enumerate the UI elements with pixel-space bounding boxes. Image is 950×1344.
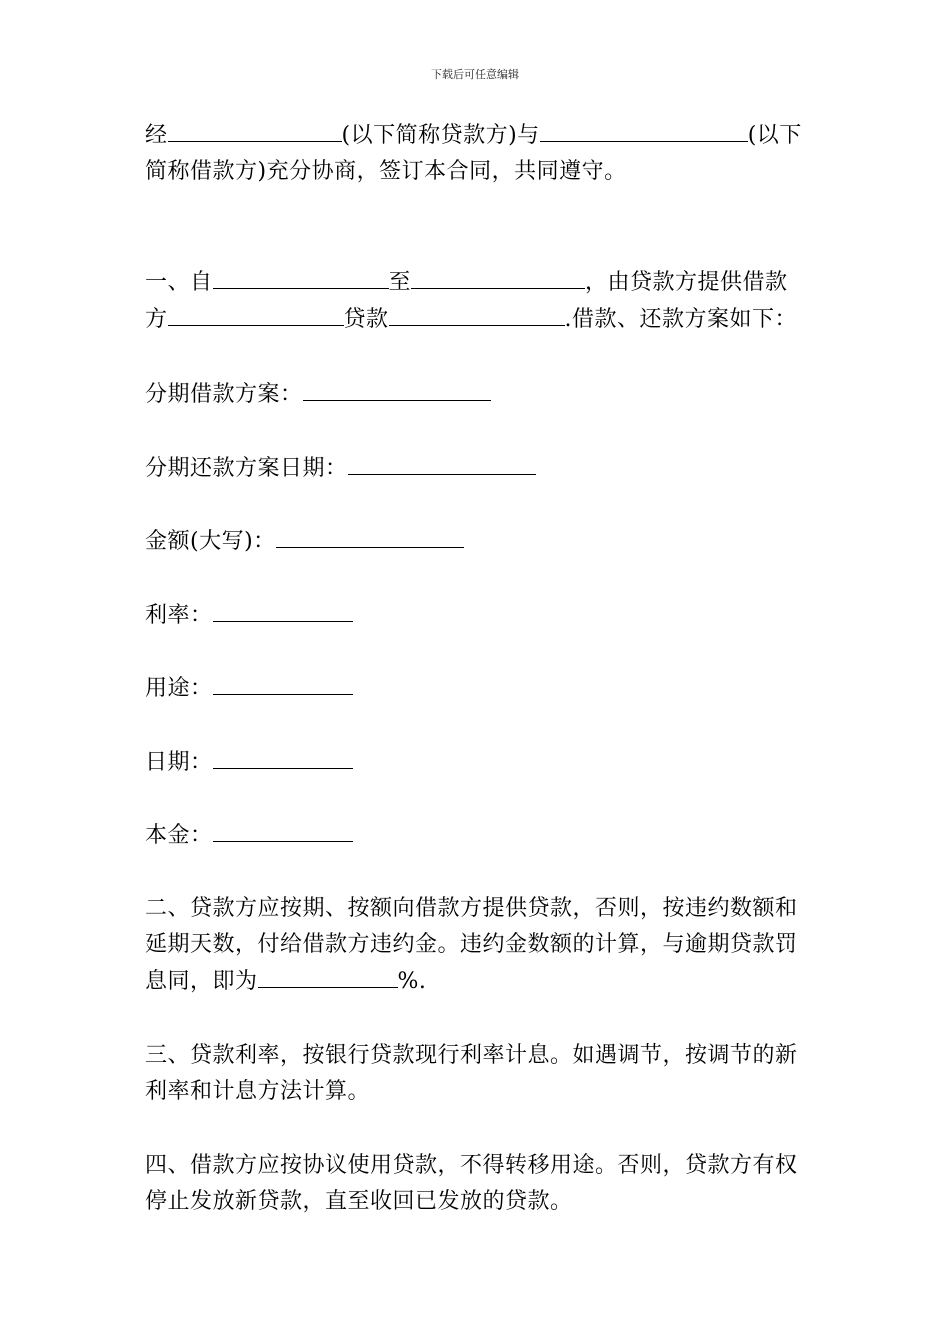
clause-text: .借款、还款方案如下： [564,307,798,332]
field-blank[interactable] [348,450,536,475]
field-repayment-date [145,450,809,487]
field-date [145,744,809,781]
field-blank[interactable] [276,523,464,548]
field-interest-rate [145,597,809,634]
field-purpose [145,670,809,707]
clause-text: 贷款 [343,307,389,332]
field-label: 用途： [145,676,213,701]
clause-1 [145,264,809,338]
field-installment-plan [145,376,809,413]
field-blank[interactable] [213,597,353,622]
clause-text: ，由贷款方提供借款 [585,270,788,295]
clause-1-line-1 [145,264,809,301]
intro-paragraph [145,117,809,190]
field-blank[interactable] [213,744,353,769]
clause-2-line-2: 延期天数，付给借款方违约金。违约金数额的计算，与逾期贷款罚 [145,932,798,957]
clause-1-line-2 [145,301,809,338]
field-blank[interactable] [303,376,491,401]
intro-text: (以下简称贷款方)与 [341,123,540,148]
loan-blank[interactable] [389,301,565,326]
clause-text: %. [397,969,427,994]
clause-text: 方 [145,307,168,332]
intro-text: (以下 [747,123,802,148]
field-principal [145,817,809,854]
clause-4-line-1: 四、借款方应按协议使用贷款，不得转移用途。否则，贷款方有权 [145,1153,798,1178]
page-header: 下载后可任意编辑 [431,68,519,81]
end-date-blank[interactable] [411,264,585,289]
clause-text: 至 [388,270,412,295]
field-label: 金额(大写)： [145,529,276,554]
intro-text: 经 [145,123,168,148]
clause-3 [145,1038,809,1110]
penalty-rate-blank[interactable] [258,963,398,988]
clause-2 [145,891,809,1000]
lender-name-blank[interactable] [168,117,342,142]
clause-text: 一、自 [145,270,213,295]
start-date-blank[interactable] [213,264,389,289]
field-label: 分期还款方案日期： [145,456,348,481]
clause-text: 息同，即为 [145,969,258,994]
field-label: 利率： [145,603,213,628]
field-label: 分期借款方案： [145,382,303,407]
field-label: 本金： [145,823,213,848]
field-blank[interactable] [213,817,353,842]
clause-3-line-1: 三、贷款利率，按银行贷款现行利率计息。如遇调节，按调节的新 [145,1043,798,1068]
borrower-name-blank[interactable] [540,117,748,142]
clause-2-line-3 [145,963,809,1000]
intro-line-2: 简称借款方)充分协商，签订本合同，共同遵守。 [145,159,627,184]
field-label: 日期： [145,750,213,775]
field-blank[interactable] [213,670,353,695]
borrower-blank[interactable] [168,301,344,326]
clause-3-line-2: 利率和计息方法计算。 [145,1079,371,1104]
clause-2-line-1: 二、贷款方应按期、按额向借款方提供贷款，否则，按违约数额和 [145,896,798,921]
clause-4-line-2: 停止发放新贷款，直至收回已发放的贷款。 [145,1189,573,1214]
field-amount [145,523,809,560]
intro-line-1 [145,117,809,154]
clause-4 [145,1148,809,1220]
